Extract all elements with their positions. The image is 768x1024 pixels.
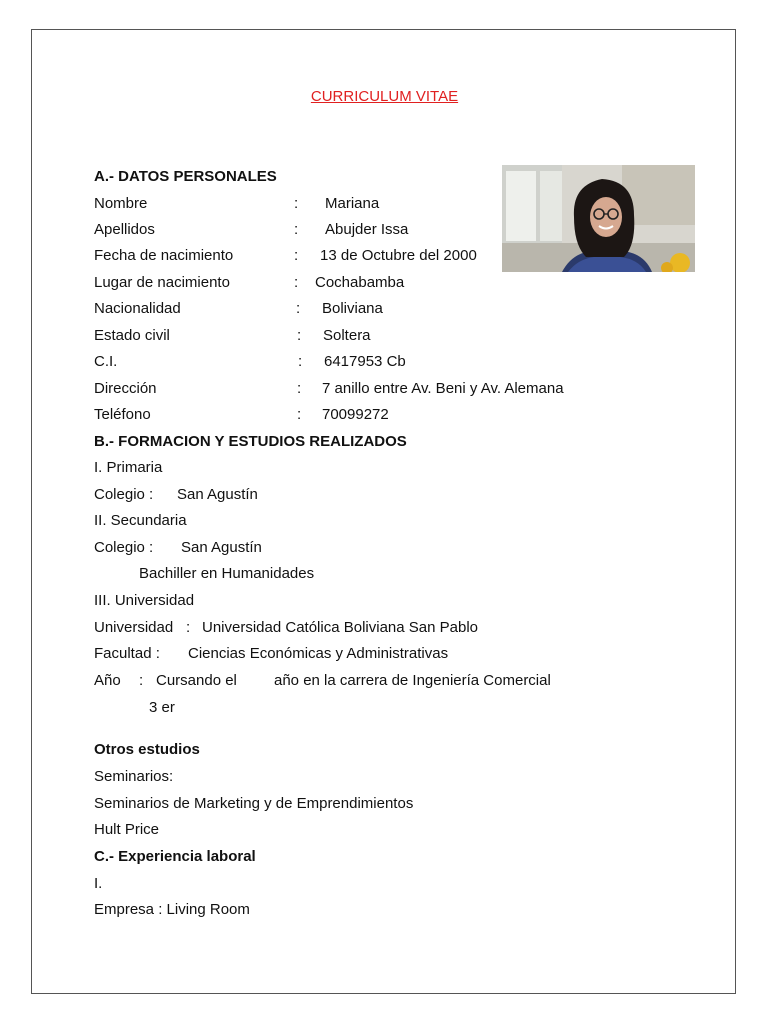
value-apellidos: Abujder Issa	[325, 221, 409, 238]
facultad-value: Ciencias Económicas y Administrativas	[188, 645, 449, 662]
anio-value-end: año en la carrera de Ingeniería Comercial	[274, 672, 551, 689]
cv-page	[31, 29, 736, 994]
universidad-sep: :	[186, 619, 191, 636]
otros-estudios-heading: Otros estudios	[94, 741, 200, 758]
facultad-label: Facultad :	[94, 645, 160, 662]
sep-apellidos: :	[294, 221, 299, 238]
label-apellidos: Apellidos	[94, 221, 155, 238]
sep-estado-civil: :	[297, 327, 302, 344]
anio-sep: :	[139, 672, 144, 689]
colegio-secundaria-label: Colegio :	[94, 539, 154, 556]
value-ci: 6417953 Cb	[324, 353, 406, 370]
seminarios-label: Seminarios:	[94, 768, 174, 785]
value-nombre: Mariana	[325, 195, 380, 212]
label-fecha-nacimiento: Fecha de nacimiento	[94, 247, 234, 264]
cv-title: CURRICULUM VITAE	[310, 88, 459, 105]
anio-ordinal: 3 er	[149, 699, 175, 716]
section-a-heading: A.- DATOS PERSONALES	[94, 168, 277, 185]
value-estado-civil: Soltera	[323, 327, 371, 344]
seminario-item: Seminarios de Marketing y de Emprendimientos	[94, 795, 414, 812]
sep-fecha-nacimiento: :	[294, 247, 299, 264]
seminario-item: Hult Price	[94, 821, 160, 838]
value-direccion: 7 anillo entre Av. Beni y Av. Alemana	[322, 380, 564, 397]
sep-telefono: :	[297, 406, 302, 423]
anio-value-start: Cursando el	[156, 672, 237, 689]
label-nacionalidad: Nacionalidad	[94, 300, 181, 317]
profile-photo	[502, 165, 695, 272]
sep-lugar-nacimiento: :	[294, 274, 299, 291]
bachiller-text: Bachiller en Humanidades	[139, 565, 315, 582]
section-b-heading: B.- FORMACION Y ESTUDIOS REALIZADOS	[94, 433, 407, 450]
universidad-heading: III. Universidad	[94, 592, 195, 609]
label-telefono: Teléfono	[94, 406, 151, 423]
value-lugar-nacimiento: Cochabamba	[315, 274, 405, 291]
sep-nombre: :	[294, 195, 299, 212]
sep-nacionalidad: :	[296, 300, 301, 317]
colegio-primaria-value: San Agustín	[177, 486, 258, 503]
universidad-label: Universidad	[94, 619, 174, 636]
label-lugar-nacimiento: Lugar de nacimiento	[94, 274, 230, 291]
sep-ci: :	[298, 353, 303, 370]
universidad-value: Universidad Católica Boliviana San Pablo	[202, 619, 478, 636]
section-c-heading: C.- Experiencia laboral	[94, 848, 256, 865]
value-fecha-nacimiento: 13 de Octubre del 2000	[320, 247, 477, 264]
primaria-heading: I. Primaria	[94, 459, 163, 476]
colegio-secundaria-value: San Agustín	[181, 539, 262, 556]
profile-photo-illustration	[502, 165, 695, 272]
secundaria-heading: II. Secundaria	[94, 512, 187, 529]
value-nacionalidad: Boliviana	[322, 300, 383, 317]
label-nombre: Nombre	[94, 195, 148, 212]
sep-direccion: :	[297, 380, 302, 397]
label-ci: C.I.	[94, 353, 118, 370]
anio-label: Año	[94, 672, 121, 689]
experiencia-item-number: I.	[94, 875, 103, 892]
label-direccion: Dirección	[94, 380, 157, 397]
label-estado-civil: Estado civil	[94, 327, 170, 344]
empresa-text: Empresa : Living Room	[94, 901, 250, 918]
value-telefono: 70099272	[322, 406, 389, 423]
colegio-primaria-label: Colegio :	[94, 486, 154, 503]
